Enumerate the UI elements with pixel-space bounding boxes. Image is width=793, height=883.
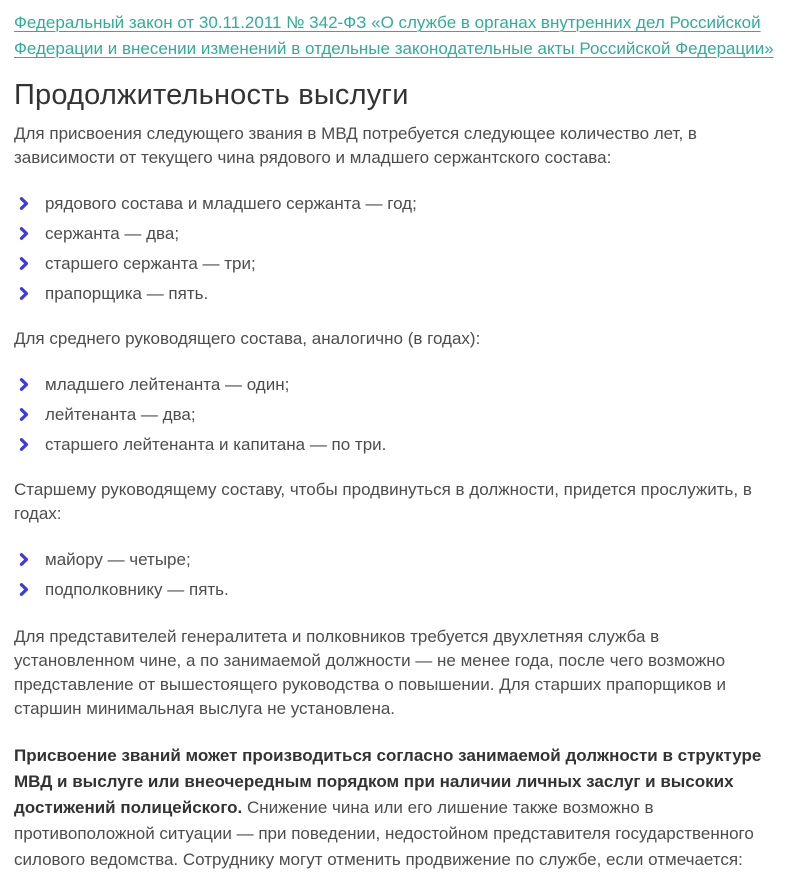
final-paragraph-bold: Присвоение званий может производиться согласно занимаемой должности в структуре МВД и выслуге или внеочередным порядком при наличии личных заслуг и высоких достижений полицейского. — [14, 746, 762, 817]
intro-paragraph-senior-ranks: Старшему руководящему составу, чтобы продвинуться в должности, придется прослужить, в годах: — [14, 480, 752, 523]
chevron-right-icon — [18, 227, 31, 240]
list-item — [18, 433, 778, 456]
list-item-text: старшего сержанта — три; — [45, 254, 256, 273]
list-item-text: рядового состава и младшего сержанта — год; — [45, 194, 417, 213]
chevron-right-icon — [18, 257, 31, 270]
list-item — [18, 548, 778, 571]
list-item-text: младшего лейтенанта — один; — [45, 375, 290, 394]
list-item — [18, 252, 778, 275]
list-item — [18, 578, 778, 601]
chevron-right-icon — [18, 197, 31, 210]
chevron-right-icon — [18, 583, 31, 596]
list-item-text: майору — четыре; — [45, 550, 191, 569]
chevron-right-icon — [18, 408, 31, 421]
list-item — [18, 192, 778, 215]
page-title: Продолжительность выслуги — [14, 79, 409, 111]
list-item-text: прапорщика — пять. — [45, 284, 209, 303]
chevron-right-icon — [18, 287, 31, 300]
final-paragraph — [14, 743, 778, 873]
list-item — [18, 222, 778, 245]
chevron-right-icon — [18, 553, 31, 566]
middle-ranks-list — [14, 373, 778, 456]
chevron-right-icon — [18, 438, 31, 451]
list-item — [18, 403, 778, 426]
final-paragraph-rest: Снижение чина или его лишение также возможно в противоположной ситуации — при поведении, недостойном представителя государственного силового ведомства. Сотруднику могут отменить продвижение по службе, если отмечается: — [14, 798, 754, 869]
list-item-text: лейтенанта — два; — [45, 405, 196, 424]
senior-ranks-list — [14, 548, 778, 601]
federal-law-link[interactable]: Федеральный закон от 30.11.2011 № 342-ФЗ «О службе в органах внутренних дел Российской Федерации и внесении изменений в отдельные законодательные акты Российской Федерации» — [14, 13, 774, 58]
junior-ranks-list — [14, 192, 778, 305]
chevron-right-icon — [18, 378, 31, 391]
list-item — [18, 373, 778, 396]
list-item-text: подполковнику — пять. — [45, 580, 229, 599]
list-item — [18, 282, 778, 305]
intro-paragraph-junior-ranks: Для присвоения следующего звания в МВД потребуется следующее количество лет, в зависимости от текущего чина рядового и младшего сержантского состава: — [14, 124, 697, 167]
generals-paragraph: Для представителей генералитета и полковников требуется двухлетняя служба в установленном чине, а по занимаемой должности — не менее года, после чего возможно представление от вышестоящего руководства о повышении. Для старших прапорщиков и старшин минимальная выслуга не установлена. — [14, 627, 726, 718]
list-item-text: сержанта — два; — [45, 224, 180, 243]
intro-paragraph-middle-ranks: Для среднего руководящего состава, аналогично (в годах): — [14, 329, 481, 348]
list-item-text: старшего лейтенанта и капитана — по три. — [45, 435, 387, 454]
